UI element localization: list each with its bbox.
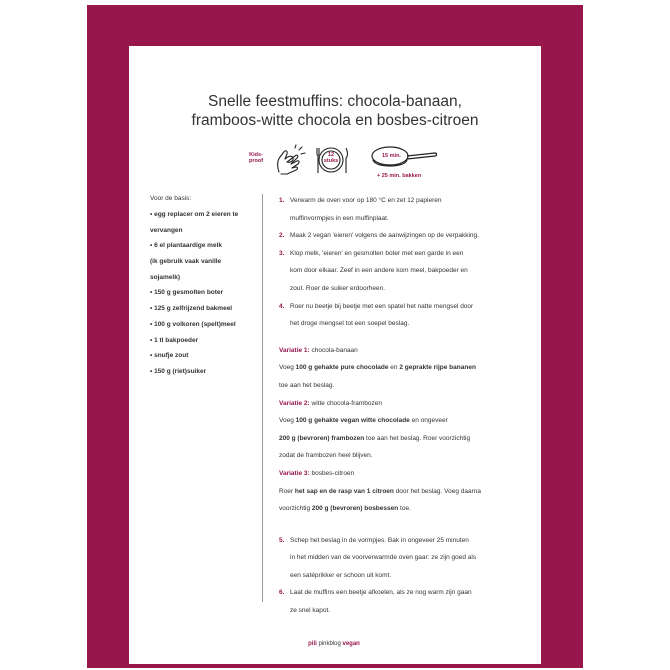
prep-time: 15 min. <box>382 153 401 159</box>
step-text <box>290 589 529 624</box>
ingredient-line: • 150 g gesmolten boter <box>150 289 224 297</box>
step-5 <box>279 537 529 590</box>
instructions-column <box>279 197 529 625</box>
text-span: Voeg <box>279 417 296 425</box>
step-line: Maak 2 vegan 'eieren' volgens de aanwijzingen op de verpakking. <box>290 232 479 240</box>
ingredient-bold: 100 g gehakte vegan witte chocolade <box>295 417 410 425</box>
text-span: toe. <box>398 505 411 513</box>
hand-ok-icon <box>273 144 307 176</box>
ingredient-line: • 1 tl bakpoeder <box>150 336 199 344</box>
ingredient-line: • 6 el plantaardige melk <box>150 242 222 250</box>
text-span: Voeg <box>279 364 296 372</box>
step-6 <box>279 589 529 624</box>
variation-label: Variatie 1: <box>279 346 310 354</box>
variation-3-heading <box>279 470 529 478</box>
ingredient-bold: 2 geprakte rijpe bananen <box>399 364 476 372</box>
servings-text <box>315 152 347 164</box>
step-line: Laat de muffins een beetje afkoelen, als ze nog warm zijn gaan <box>290 589 472 597</box>
footer-prefix: pili <box>308 641 317 647</box>
servings-unit: stuks <box>323 158 339 164</box>
variation-1-heading <box>279 347 529 355</box>
text-span: voorzichtig <box>279 505 312 513</box>
variation-2-heading <box>279 400 529 408</box>
ingredient-bold: het sap en de rasp van 1 citroen <box>294 487 394 495</box>
step-line: Roer nu beetje bij beetje met een spatel het natte mengsel door <box>290 302 474 310</box>
kids-label-line-1: Kids- <box>249 152 263 158</box>
step-line: Verwarm de oven voor op 180 °C en zet 12 papieren <box>290 197 442 204</box>
ingredient-line: • egg replacer om 2 eieren te <box>150 211 239 218</box>
step-line: zout. Roer de suiker erdoorheen. <box>290 284 386 292</box>
frying-pan-icon <box>369 144 439 174</box>
step-line: muffinvormpjes in een muffinplaat. <box>290 214 389 222</box>
variation-name: chocola-banaan <box>309 346 358 354</box>
ingredient-line: • 100 g volkoren (spelt)meel <box>150 320 236 328</box>
step-number: 1. <box>279 197 285 204</box>
footer-suffix: vegan <box>342 641 360 647</box>
step-line: het droge mengsel tot een soepel beslag. <box>290 320 410 328</box>
ingredient-bold: 200 g (bevroren) bosbessen <box>311 505 399 513</box>
footer-middle: pinkblog <box>316 641 343 647</box>
variation-name: bosbes-citroen <box>309 469 355 477</box>
step-text <box>290 250 529 303</box>
step-line: kom door elkaar. Zeef in een andere kom meel, bakpoeder en <box>290 267 468 275</box>
step-number: 6. <box>279 589 285 597</box>
step-line: in het midden van de voorverwarmde oven gaar: ze zijn goed als <box>290 554 477 562</box>
step-2 <box>279 232 529 250</box>
variation-3-text-2 <box>279 505 529 513</box>
ingredient-bold: 200 g (bevroren) frambozen <box>279 434 365 442</box>
recipe-title <box>129 92 541 130</box>
step-1 <box>279 197 529 232</box>
step-line: een satéprikker er schoon uit komt. <box>290 571 392 579</box>
ingredient-line: • 150 g (riet)suiker <box>150 367 207 375</box>
text-span: Roer <box>279 487 295 495</box>
variation-2-text-end: zodat de frambozen heel blijven. <box>279 452 373 460</box>
ingredient-line: vervangen <box>150 226 183 234</box>
title-line-2: framboos-witte chocola en bosbes-citroen <box>191 112 479 129</box>
ingredient-line: sojamelk) <box>150 273 180 281</box>
variation-2-text-2 <box>279 435 529 443</box>
kids-proof-label <box>249 152 263 164</box>
basis-heading: Voor de basis: <box>150 195 192 202</box>
variation-1-text <box>279 364 529 372</box>
variation-name: witte chocola-frambozen <box>309 399 382 407</box>
variation-2-text <box>279 417 529 425</box>
text-span: toe aan het beslag. Roer voorzichtig <box>364 434 471 442</box>
text-span: door het beslag. Voeg daarna <box>393 487 481 495</box>
variation-label: Variatie 3: <box>279 469 310 477</box>
variation-label: Variatie 2: <box>279 399 310 407</box>
kids-label-line-2: proof <box>249 158 264 164</box>
step-line: ze snel kapot. <box>290 607 331 615</box>
step-line: Schep het beslag in de vormpjes. Bak in ongeveer 25 minuten <box>290 536 469 544</box>
recipe-page <box>129 46 541 664</box>
step-number: 2. <box>279 232 285 240</box>
ingredient-line: (ik gebruik vaak vanille <box>150 258 222 266</box>
step-line: Klop melk, 'eieren' en gesmolten boter met een garde in een <box>290 249 464 257</box>
ingredients-column <box>150 195 260 384</box>
column-divider <box>262 194 263 602</box>
text-span: en <box>388 364 400 372</box>
ingredient-bold: 100 g gehakte pure chocolade <box>295 364 389 372</box>
title-line-1: Snelle feestmuffins: chocola-banaan, <box>208 93 462 110</box>
variation-3-text <box>279 488 529 496</box>
step-text <box>290 197 529 232</box>
step-4 <box>279 303 529 338</box>
text-span: en ongeveer <box>409 417 448 425</box>
step-text <box>290 232 529 250</box>
page-footer <box>174 641 494 647</box>
step-number: 4. <box>279 302 285 310</box>
step-text <box>290 303 529 338</box>
servings-number: 12 <box>327 152 335 158</box>
ingredient-line: • snufje zout <box>150 352 189 360</box>
variation-1-text-end: toe aan het beslag. <box>279 381 335 389</box>
step-text <box>290 537 529 590</box>
step-number: 3. <box>279 249 285 257</box>
ingredient-line: • 125 g zelfrijzend bakmeel <box>150 305 233 313</box>
step-3 <box>279 250 529 303</box>
step-number: 5. <box>279 536 285 544</box>
recipe-info-icons <box>129 142 541 178</box>
bake-time: + 25 min. bakken <box>377 173 422 179</box>
